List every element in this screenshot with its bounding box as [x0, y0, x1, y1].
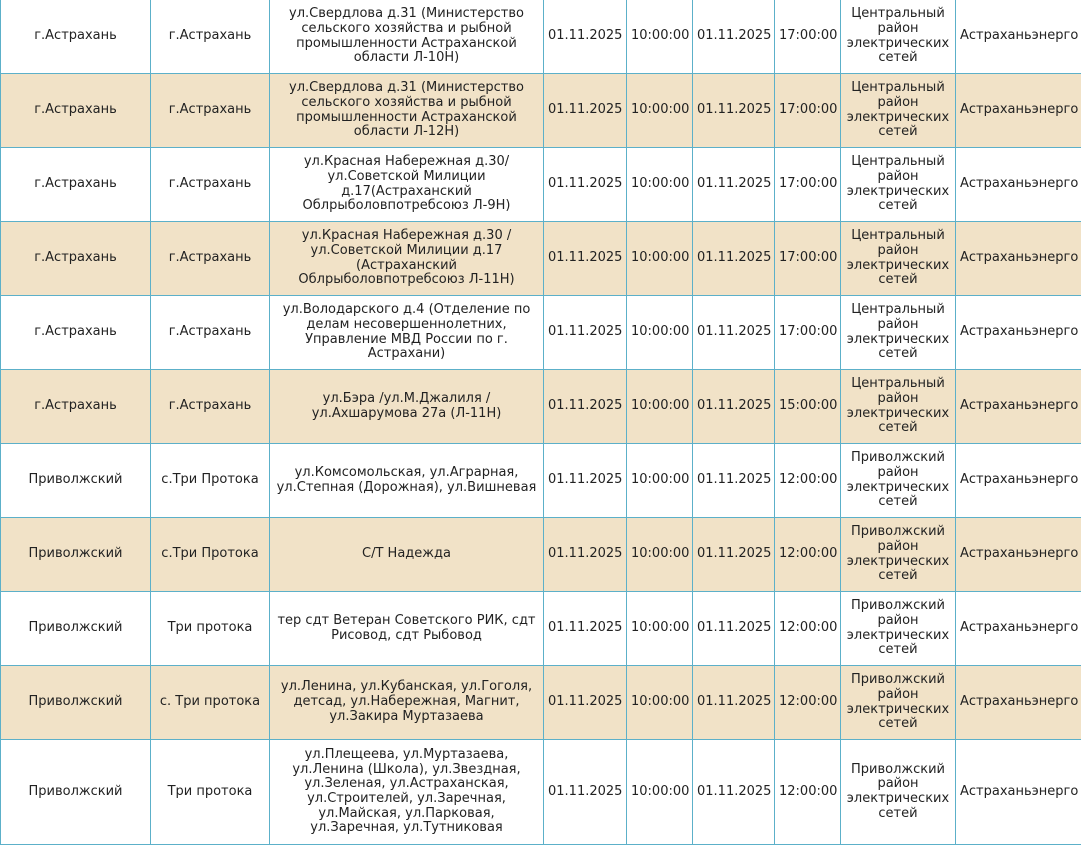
grid-area-cell: Приволжский район электрических сетей	[841, 444, 956, 518]
district-cell: Приволжский	[1, 740, 151, 845]
start-date-cell: 01.11.2025	[544, 222, 627, 296]
company-cell: Астраханьэнерго	[956, 592, 1081, 666]
company-cell: Астраханьэнерго	[956, 296, 1081, 370]
locality-cell: Три протока	[151, 740, 270, 845]
company-cell: Астраханьэнерго	[956, 370, 1081, 444]
grid-area-cell: Центральный район электрических сетей	[841, 148, 956, 222]
end-time-cell: 12:00:00	[775, 444, 841, 518]
end-time-cell: 12:00:00	[775, 518, 841, 592]
start-time-cell: 10:00:00	[627, 0, 693, 74]
start-date-cell: 01.11.2025	[544, 740, 627, 845]
start-date-cell: 01.11.2025	[544, 148, 627, 222]
start-date-cell: 01.11.2025	[544, 370, 627, 444]
address-cell: ул.Свердлова д.31 (Министерство сельского хозяйства и рыбной промышленности Астраханской области Л-12Н)	[270, 74, 544, 148]
grid-area-cell: Центральный район электрических сетей	[841, 222, 956, 296]
end-time-cell: 12:00:00	[775, 666, 841, 740]
end-date-cell: 01.11.2025	[693, 740, 775, 845]
start-date-cell: 01.11.2025	[544, 296, 627, 370]
locality-cell: с.Три Протока	[151, 444, 270, 518]
company-cell: Астраханьэнерго	[956, 222, 1081, 296]
address-cell: С/Т Надежда	[270, 518, 544, 592]
district-cell: Приволжский	[1, 592, 151, 666]
address-cell: ул.Бэра /ул.М.Джалиля / ул.Ахшарумова 27а (Л-11Н)	[270, 370, 544, 444]
district-cell: г.Астрахань	[1, 222, 151, 296]
table-row	[1, 222, 1081, 296]
start-date-cell: 01.11.2025	[544, 444, 627, 518]
end-time-cell: 17:00:00	[775, 148, 841, 222]
table-row	[1, 444, 1081, 518]
grid-area-cell: Приволжский район электрических сетей	[841, 740, 956, 845]
company-cell: Астраханьэнерго	[956, 148, 1081, 222]
table-row	[1, 74, 1081, 148]
end-date-cell: 01.11.2025	[693, 296, 775, 370]
start-time-cell: 10:00:00	[627, 222, 693, 296]
table-row	[1, 740, 1081, 845]
address-cell: ул.Красная Набережная д.30 / ул.Советской Милиции д.17 (Астраханский Облрыболовпотребсоюз Л-11Н)	[270, 222, 544, 296]
table-row	[1, 0, 1081, 74]
locality-cell: г.Астрахань	[151, 370, 270, 444]
district-cell: г.Астрахань	[1, 296, 151, 370]
district-cell: г.Астрахань	[1, 148, 151, 222]
start-time-cell: 10:00:00	[627, 370, 693, 444]
grid-area-cell: Приволжский район электрических сетей	[841, 666, 956, 740]
start-date-cell: 01.11.2025	[544, 0, 627, 74]
grid-area-cell: Центральный район электрических сетей	[841, 296, 956, 370]
company-cell: Астраханьэнерго	[956, 518, 1081, 592]
grid-area-cell: Центральный район электрических сетей	[841, 74, 956, 148]
end-date-cell: 01.11.2025	[693, 148, 775, 222]
start-time-cell: 10:00:00	[627, 148, 693, 222]
start-date-cell: 01.11.2025	[544, 592, 627, 666]
start-date-cell: 01.11.2025	[544, 518, 627, 592]
locality-cell: г.Астрахань	[151, 296, 270, 370]
end-time-cell: 17:00:00	[775, 0, 841, 74]
end-date-cell: 01.11.2025	[693, 518, 775, 592]
start-date-cell: 01.11.2025	[544, 74, 627, 148]
end-date-cell: 01.11.2025	[693, 370, 775, 444]
locality-cell: с.Три Протока	[151, 518, 270, 592]
address-cell: ул.Володарского д.4 (Отделение по делам несовершеннолетних, Управление МВД России по г. Астрахани)	[270, 296, 544, 370]
address-cell: ул.Ленина, ул.Кубанская, ул.Гоголя, детсад, ул.Набережная, Магнит, ул.Закира Муртазаева	[270, 666, 544, 740]
company-cell: Астраханьэнерго	[956, 74, 1081, 148]
locality-cell: г.Астрахань	[151, 148, 270, 222]
address-cell: ул.Красная Набережная д.30/ ул.Советской Милиции д.17(Астраханский Облрыболовпотребсоюз Л-9Н)	[270, 148, 544, 222]
end-date-cell: 01.11.2025	[693, 592, 775, 666]
address-cell: ул.Плещеева, ул.Муртазаева, ул.Ленина (Школа), ул.Звездная, ул.Зеленая, ул.Астраханская, ул.Строителей, ул.Заречная, ул.Майская, ул.Парковая, ул.Заречная, ул.Тутниковая	[270, 740, 544, 845]
start-time-cell: 10:00:00	[627, 74, 693, 148]
locality-cell: с. Три протока	[151, 666, 270, 740]
address-cell: ул.Свердлова д.31 (Министерство сельского хозяйства и рыбной промышленности Астраханской области Л-10Н)	[270, 0, 544, 74]
locality-cell: г.Астрахань	[151, 0, 270, 74]
company-cell: Астраханьэнерго	[956, 666, 1081, 740]
district-cell: Приволжский	[1, 518, 151, 592]
table-row	[1, 666, 1081, 740]
district-cell: Приволжский	[1, 444, 151, 518]
table-row	[1, 370, 1081, 444]
locality-cell: Три протока	[151, 592, 270, 666]
grid-area-cell: Центральный район электрических сетей	[841, 370, 956, 444]
end-time-cell: 12:00:00	[775, 740, 841, 845]
start-time-cell: 10:00:00	[627, 592, 693, 666]
address-cell: ул.Комсомольская, ул.Аграрная, ул.Степная (Дорожная), ул.Вишневая	[270, 444, 544, 518]
start-date-cell: 01.11.2025	[544, 666, 627, 740]
end-time-cell: 17:00:00	[775, 74, 841, 148]
end-time-cell: 17:00:00	[775, 296, 841, 370]
table-row	[1, 518, 1081, 592]
end-date-cell: 01.11.2025	[693, 444, 775, 518]
table-row	[1, 592, 1081, 666]
company-cell: Астраханьэнерго	[956, 740, 1081, 845]
district-cell: г.Астрахань	[1, 74, 151, 148]
district-cell: Приволжский	[1, 666, 151, 740]
company-cell: Астраханьэнерго	[956, 0, 1081, 74]
start-time-cell: 10:00:00	[627, 666, 693, 740]
end-date-cell: 01.11.2025	[693, 0, 775, 74]
grid-area-cell: Центральный район электрических сетей	[841, 0, 956, 74]
district-cell: г.Астрахань	[1, 0, 151, 74]
address-cell: тер сдт Ветеран Советского РИК, сдт Рисовод, сдт Рыбовод	[270, 592, 544, 666]
grid-area-cell: Приволжский район электрических сетей	[841, 518, 956, 592]
table-row	[1, 148, 1081, 222]
end-date-cell: 01.11.2025	[693, 222, 775, 296]
start-time-cell: 10:00:00	[627, 296, 693, 370]
grid-area-cell: Приволжский район электрических сетей	[841, 592, 956, 666]
locality-cell: г.Астрахань	[151, 74, 270, 148]
company-cell: Астраханьэнерго	[956, 444, 1081, 518]
end-time-cell: 12:00:00	[775, 592, 841, 666]
start-time-cell: 10:00:00	[627, 444, 693, 518]
end-date-cell: 01.11.2025	[693, 74, 775, 148]
district-cell: г.Астрахань	[1, 370, 151, 444]
table-row	[1, 296, 1081, 370]
start-time-cell: 10:00:00	[627, 518, 693, 592]
end-date-cell: 01.11.2025	[693, 666, 775, 740]
start-time-cell: 10:00:00	[627, 740, 693, 845]
end-time-cell: 15:00:00	[775, 370, 841, 444]
end-time-cell: 17:00:00	[775, 222, 841, 296]
locality-cell: г.Астрахань	[151, 222, 270, 296]
